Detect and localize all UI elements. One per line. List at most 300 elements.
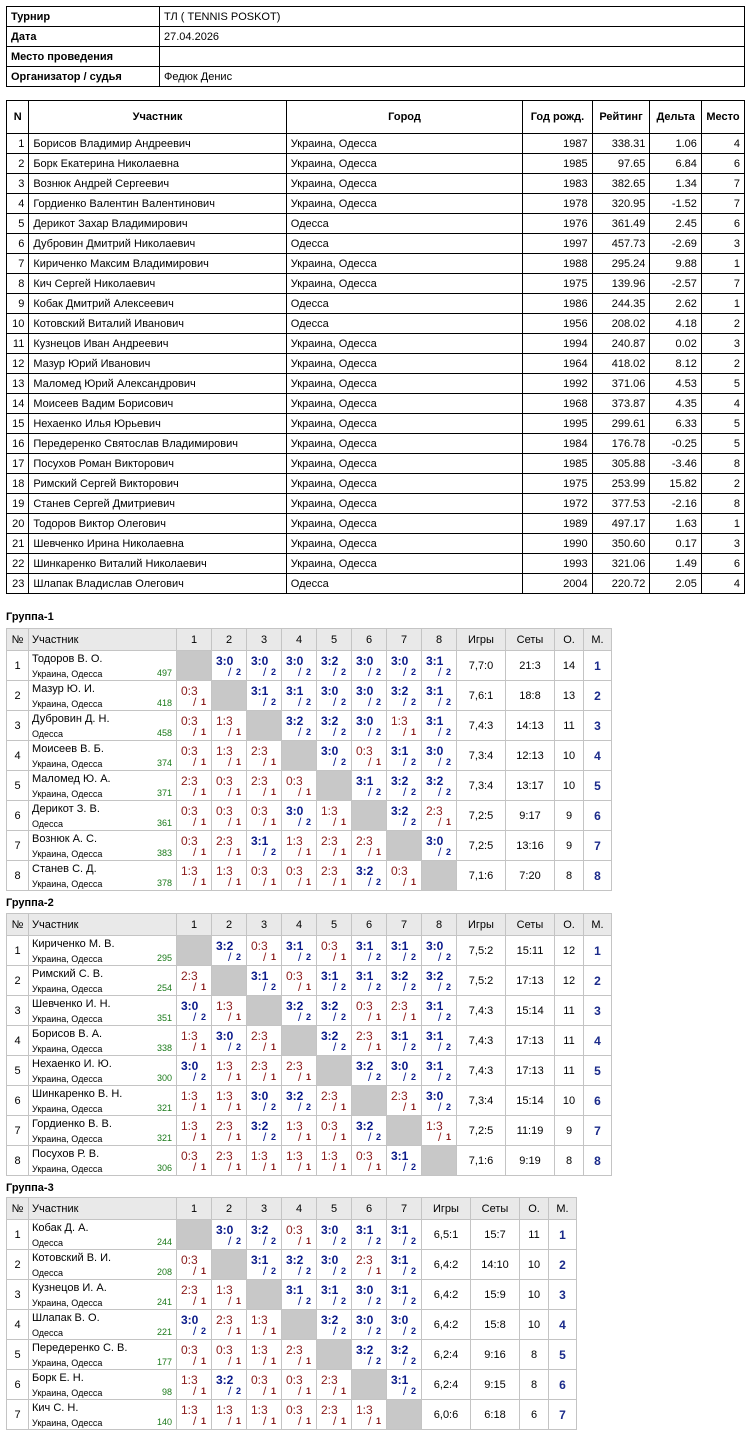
row-number: 23: [7, 574, 29, 594]
match-score-text: 3:0: [181, 1059, 199, 1073]
match-points: 2: [236, 667, 242, 677]
match-points: 2: [446, 982, 452, 992]
col-header-opponent: 2: [212, 629, 247, 651]
table-row: [7, 554, 745, 574]
match-score-cell: [212, 1026, 247, 1056]
match-score: [282, 831, 316, 860]
match-score-cell: [282, 936, 317, 966]
player-name: Борисов В. А.: [32, 1028, 103, 1040]
match-points: 2: [411, 817, 417, 827]
match-score: [212, 831, 246, 860]
rating: 299.61: [592, 414, 650, 434]
score-slash: /: [298, 1070, 302, 1084]
match-score-text: 3:0: [321, 1253, 339, 1267]
birth-year: 1978: [523, 194, 592, 214]
games-value: 6,5:1: [422, 1220, 471, 1250]
match-score: [317, 1370, 351, 1399]
match-score-cell: [317, 1026, 352, 1056]
match-points: 2: [446, 757, 452, 767]
match-score: [352, 1056, 386, 1085]
player-name: Маломед Ю. А.: [32, 773, 111, 785]
col-header-opponent: 1: [177, 629, 212, 651]
match-score-cell: [212, 651, 247, 681]
match-score-text: 3:0: [426, 939, 444, 953]
player-name: Нехаенко И. Ю.: [32, 1058, 112, 1070]
place: 3: [701, 534, 744, 554]
match-points: 1: [411, 1012, 417, 1022]
place-value: 5: [584, 1056, 612, 1086]
score-slash: /: [438, 815, 442, 829]
col-header-opponent: 7: [387, 914, 422, 936]
match-score-text: 2:3: [391, 999, 408, 1013]
player-cell: [29, 1370, 177, 1400]
participant-name: Посухов Роман Викторович: [29, 454, 286, 474]
place: 8: [701, 494, 744, 514]
match-points: 1: [446, 1132, 452, 1142]
match-score: [387, 936, 421, 965]
points-value: 10: [555, 1086, 584, 1116]
match-points: 1: [236, 877, 242, 887]
match-points: 1: [201, 982, 207, 992]
score-slash: /: [298, 1234, 302, 1248]
score-slash: /: [333, 755, 337, 769]
match-score-text: 2:3: [216, 834, 233, 848]
match-points: 1: [376, 757, 382, 767]
match-score: [177, 996, 211, 1025]
player-name: Кобак Д. А.: [32, 1222, 89, 1234]
row-number: 1: [7, 651, 29, 681]
player-name: Борк Е. Н.: [32, 1372, 84, 1384]
match-score: [282, 1056, 316, 1085]
match-score-cell: [422, 1026, 457, 1056]
match-score: [422, 1026, 456, 1055]
match-points: 1: [236, 787, 242, 797]
match-score-cell: [387, 681, 422, 711]
participant-city: Украина, Одесса: [286, 274, 522, 294]
table-row: [7, 414, 745, 434]
match-score: [177, 801, 211, 830]
group-row: [7, 966, 612, 996]
self-cell: [352, 1086, 387, 1116]
birth-year: 1976: [523, 214, 592, 234]
group-row: [7, 771, 612, 801]
player-cell: [29, 966, 177, 996]
match-score-cell: [212, 1056, 247, 1086]
participant-city: Украина, Одесса: [286, 334, 522, 354]
match-score-cell: [352, 1056, 387, 1086]
match-score-cell: [317, 861, 352, 891]
match-score-cell: [387, 771, 422, 801]
match-score-cell: [282, 1250, 317, 1280]
match-points: 2: [376, 1326, 382, 1336]
match-score-cell: [422, 771, 457, 801]
self-cell: [387, 831, 422, 861]
col-header-opponent: 6: [352, 1198, 387, 1220]
match-score-text: 3:2: [286, 999, 304, 1013]
self-cell: [282, 741, 317, 771]
table-row: [7, 234, 745, 254]
score-slash: /: [298, 1010, 302, 1024]
table-row: [7, 174, 745, 194]
participant-city: Одесса: [286, 234, 522, 254]
row-number: 13: [7, 374, 29, 394]
col-header-opponent: 1: [177, 914, 212, 936]
points-value: 11: [555, 996, 584, 1026]
match-points: 1: [376, 1042, 382, 1052]
score-slash: /: [368, 755, 372, 769]
row-number: 21: [7, 534, 29, 554]
match-points: 2: [446, 1072, 452, 1082]
score-slash: /: [368, 845, 372, 859]
match-points: 2: [306, 1012, 312, 1022]
match-score: [352, 651, 386, 680]
match-score-cell: [317, 936, 352, 966]
score-slash: /: [228, 875, 232, 889]
score-slash: /: [263, 1160, 267, 1174]
match-score-text: 0:3: [356, 1149, 373, 1163]
participant-name: Кобак Дмитрий Алексеевич: [29, 294, 286, 314]
match-score-text: 3:2: [426, 969, 444, 983]
sets-value: 14:10: [471, 1250, 520, 1280]
match-points: 1: [271, 1356, 277, 1366]
birth-year: 1983: [523, 174, 592, 194]
match-score-text: 0:3: [286, 1223, 303, 1237]
match-score: [352, 1250, 386, 1279]
match-points: 2: [376, 787, 382, 797]
participant-name: Дубровин Дмитрий Николаевич: [29, 234, 286, 254]
match-points: 1: [201, 1386, 207, 1396]
match-score-text: 3:0: [216, 1029, 234, 1043]
match-score-text: 3:0: [426, 834, 444, 848]
match-score-cell: [177, 996, 212, 1026]
sets-value: 13:17: [506, 771, 555, 801]
place: 2: [701, 314, 744, 334]
match-score: [317, 936, 351, 965]
match-score: [387, 1146, 421, 1175]
match-score-cell: [282, 1220, 317, 1250]
match-score: [212, 1056, 246, 1085]
col-header-sets: Сеты: [471, 1198, 520, 1220]
player-city: Украина, Одесса: [32, 984, 103, 994]
col-header-opponent: 3: [247, 914, 282, 936]
match-points: 1: [271, 1386, 277, 1396]
match-score-text: 3:2: [251, 1223, 269, 1237]
match-score-text: 1:3: [216, 1283, 233, 1297]
match-score-text: 3:2: [251, 1119, 269, 1133]
match-score-cell: [282, 1146, 317, 1176]
score-slash: /: [228, 815, 232, 829]
rating: 320.95: [592, 194, 650, 214]
self-cell: [352, 1370, 387, 1400]
col-header-points: О.: [555, 629, 584, 651]
score-slash: /: [298, 875, 302, 889]
match-score-cell: [352, 741, 387, 771]
player-rating: 177: [156, 1357, 172, 1367]
match-score-text: 3:2: [391, 804, 409, 818]
score-slash: /: [298, 1354, 302, 1368]
match-points: 1: [236, 757, 242, 767]
sets-value: 9:19: [506, 1146, 555, 1176]
score-slash: /: [298, 695, 302, 709]
match-points: 2: [341, 1296, 347, 1306]
match-score-cell: [247, 1086, 282, 1116]
player-city: Украина, Одесса: [32, 1074, 103, 1084]
row-number: 8: [7, 861, 29, 891]
row-number: 4: [7, 1310, 29, 1340]
match-points: 1: [236, 1132, 242, 1142]
info-value: [160, 47, 745, 67]
match-score-text: 3:1: [321, 1283, 339, 1297]
match-score-text: 3:1: [356, 774, 374, 788]
match-score-text: 3:2: [321, 654, 339, 668]
sets-value: 7:20: [506, 861, 555, 891]
match-score-cell: [177, 1116, 212, 1146]
match-score-cell: [352, 936, 387, 966]
self-cell: [177, 936, 212, 966]
match-score-text: 2:3: [286, 1059, 303, 1073]
table-row: [7, 334, 745, 354]
match-score-cell: [212, 1370, 247, 1400]
group-row: [7, 1370, 577, 1400]
col-header-opponent: 8: [422, 914, 457, 936]
match-points: 1: [236, 1356, 242, 1366]
match-score: [317, 681, 351, 710]
rating: 220.72: [592, 574, 650, 594]
match-score: [282, 711, 316, 740]
row-number: 17: [7, 454, 29, 474]
place-value: 1: [584, 936, 612, 966]
match-points: 2: [236, 1386, 242, 1396]
score-slash: /: [368, 1264, 372, 1278]
player-cell: [29, 1086, 177, 1116]
match-score: [212, 1370, 246, 1399]
group-row: [7, 1116, 612, 1146]
match-points: 2: [271, 1236, 277, 1246]
match-score: [352, 1146, 386, 1175]
score-slash: /: [193, 980, 197, 994]
place: 1: [701, 294, 744, 314]
match-points: 2: [341, 1266, 347, 1276]
place: 3: [701, 234, 744, 254]
score-slash: /: [333, 1100, 337, 1114]
match-score-text: 3:0: [426, 1089, 444, 1103]
match-score-cell: [387, 966, 422, 996]
match-points: 1: [201, 787, 207, 797]
score-slash: /: [368, 875, 372, 889]
match-score-text: 3:0: [321, 684, 339, 698]
rating: 373.87: [592, 394, 650, 414]
match-points: 1: [236, 847, 242, 857]
rating: 244.35: [592, 294, 650, 314]
self-cell: [317, 1340, 352, 1370]
match-points: 2: [446, 952, 452, 962]
score-slash: /: [403, 1324, 407, 1338]
self-cell: [212, 1250, 247, 1280]
score-slash: /: [298, 1414, 302, 1428]
player-city: Украина, Одесса: [32, 1134, 103, 1144]
match-score: [317, 741, 351, 770]
match-score: [247, 966, 281, 995]
player-cell: [29, 741, 177, 771]
participant-city: Украина, Одесса: [286, 254, 522, 274]
participants-header-row: [7, 101, 745, 134]
participant-city: Украина, Одесса: [286, 194, 522, 214]
match-points: 1: [201, 1102, 207, 1112]
points-value: 8: [555, 861, 584, 891]
match-points: 1: [236, 1012, 242, 1022]
match-score: [282, 966, 316, 995]
match-points: 2: [271, 1102, 277, 1112]
score-slash: /: [263, 1234, 267, 1248]
score-slash: /: [333, 695, 337, 709]
match-points: 1: [306, 1416, 312, 1426]
match-score-cell: [317, 1280, 352, 1310]
place-value: 6: [584, 801, 612, 831]
place-value: 7: [584, 831, 612, 861]
sets-value: 11:19: [506, 1116, 555, 1146]
match-score-cell: [282, 801, 317, 831]
match-score-cell: [177, 1310, 212, 1340]
match-score-text: 3:1: [356, 969, 374, 983]
match-points: 2: [446, 697, 452, 707]
player-cell: [29, 1146, 177, 1176]
match-score-text: 2:3: [321, 864, 338, 878]
match-score-text: 2:3: [321, 1373, 338, 1387]
place-value: 5: [549, 1340, 577, 1370]
match-score-text: 3:2: [426, 774, 444, 788]
match-points: 1: [236, 727, 242, 737]
player-cell: [29, 996, 177, 1026]
score-slash: /: [403, 1264, 407, 1278]
player-rating: 371: [156, 788, 172, 798]
match-score-text: 0:3: [216, 804, 233, 818]
score-slash: /: [333, 950, 337, 964]
match-score: [317, 1310, 351, 1339]
match-score-cell: [422, 996, 457, 1026]
match-score: [282, 1340, 316, 1369]
score-slash: /: [403, 1160, 407, 1174]
score-slash: /: [403, 875, 407, 889]
player-city: Одесса: [32, 819, 64, 829]
match-score-text: 1:3: [216, 864, 233, 878]
match-score: [317, 966, 351, 995]
match-score-cell: [352, 681, 387, 711]
match-score: [212, 1280, 246, 1309]
row-number: 20: [7, 514, 29, 534]
match-score-text: 3:1: [391, 1373, 409, 1387]
match-score-text: 3:1: [251, 969, 269, 983]
match-score-text: 3:0: [286, 804, 304, 818]
match-score-cell: [317, 1400, 352, 1430]
match-score-text: 3:1: [426, 1059, 444, 1073]
player-rating: 241: [156, 1297, 172, 1307]
match-points: 1: [446, 817, 452, 827]
match-score-text: 0:3: [286, 774, 303, 788]
match-score: [247, 1400, 281, 1429]
match-points: 1: [306, 1386, 312, 1396]
group-row: [7, 861, 612, 891]
player-name: Посухов Р. В.: [32, 1148, 100, 1160]
match-score: [247, 831, 281, 860]
match-score-text: 2:3: [391, 1089, 408, 1103]
match-points: 1: [341, 1132, 347, 1142]
match-score-text: 3:2: [356, 864, 374, 878]
player-city: Украина, Одесса: [32, 879, 103, 889]
row-number: 1: [7, 134, 29, 154]
player-rating: 497: [156, 668, 172, 678]
place: 6: [701, 154, 744, 174]
match-score: [387, 1086, 421, 1115]
birth-year: 1990: [523, 534, 592, 554]
sets-value: 21:3: [506, 651, 555, 681]
place-value: 1: [549, 1220, 577, 1250]
match-score-text: 0:3: [181, 714, 198, 728]
match-score-text: 3:1: [391, 1253, 409, 1267]
score-slash: /: [263, 1354, 267, 1368]
match-score-text: 2:3: [426, 804, 443, 818]
match-score-cell: [317, 1310, 352, 1340]
match-points: 1: [306, 1162, 312, 1172]
rating: 371.06: [592, 374, 650, 394]
games-value: 7,1:6: [457, 861, 506, 891]
match-points: 2: [446, 1042, 452, 1052]
score-slash: /: [228, 785, 232, 799]
points-value: 8: [520, 1370, 549, 1400]
group-table: [6, 913, 612, 1176]
score-slash: /: [193, 1324, 197, 1338]
match-score: [247, 1146, 281, 1175]
score-slash: /: [368, 1324, 372, 1338]
match-score-text: 0:3: [251, 804, 268, 818]
score-slash: /: [403, 1384, 407, 1398]
match-points: 2: [201, 1072, 207, 1082]
match-score-text: 1:3: [251, 1403, 268, 1417]
score-slash: /: [368, 695, 372, 709]
match-score: [282, 771, 316, 800]
match-score-cell: [352, 1400, 387, 1430]
col-header-sets: Сеты: [506, 629, 555, 651]
score-slash: /: [193, 845, 197, 859]
info-label: Место проведения: [7, 47, 160, 67]
match-score-text: 1:3: [181, 1089, 198, 1103]
row-number: 3: [7, 174, 29, 194]
match-score-text: 0:3: [181, 744, 198, 758]
match-score: [282, 1116, 316, 1145]
sets-value: 14:13: [506, 711, 555, 741]
match-score-cell: [317, 1116, 352, 1146]
match-score: [177, 966, 211, 995]
score-slash: /: [333, 1040, 337, 1054]
match-score-text: 1:3: [251, 1149, 268, 1163]
match-score: [282, 936, 316, 965]
self-cell: [422, 861, 457, 891]
sets-value: 17:13: [506, 966, 555, 996]
match-points: 2: [411, 1266, 417, 1276]
delta: 6.33: [650, 414, 701, 434]
games-value: 6,0:6: [422, 1400, 471, 1430]
player-cell: [29, 1280, 177, 1310]
score-slash: /: [228, 755, 232, 769]
col-header-opponent: 5: [317, 629, 352, 651]
participant-city: Украина, Одесса: [286, 134, 522, 154]
match-score-text: 3:1: [251, 684, 269, 698]
player-rating: 254: [156, 983, 172, 993]
delta: -1.52: [650, 194, 701, 214]
match-score-text: 3:1: [426, 654, 444, 668]
player-cell: [29, 1026, 177, 1056]
player-name: Котовский В. И.: [32, 1252, 112, 1264]
place: 4: [701, 394, 744, 414]
